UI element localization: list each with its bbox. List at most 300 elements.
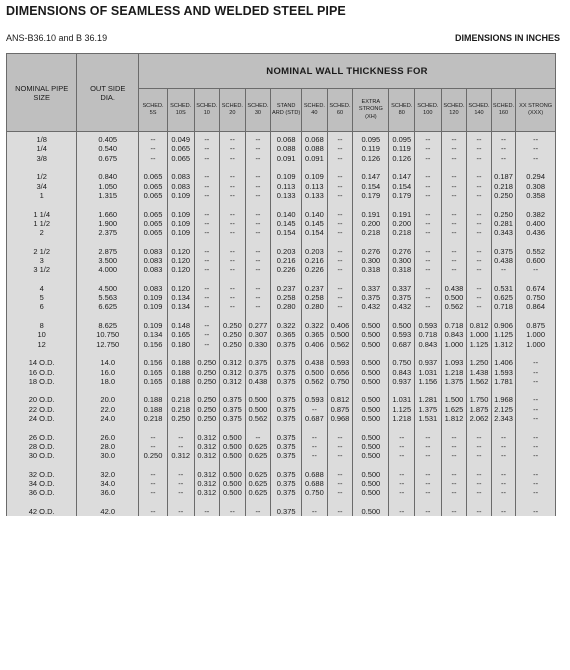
table-row [7, 144, 556, 153]
spacer-cell [441, 349, 467, 358]
wall-thickness-cell: 0.687 [302, 414, 328, 423]
wall-thickness-cell: 0.083 [167, 172, 194, 181]
wall-thickness-cell: 1.000 [516, 340, 556, 349]
wall-thickness-cell: 0.216 [302, 256, 328, 265]
wall-thickness-cell: -- [415, 209, 442, 218]
wall-thickness-cell: 0.250 [167, 414, 194, 423]
wall-thickness-cell: 1.000 [516, 330, 556, 339]
wall-thickness-cell: 0.438 [491, 256, 516, 265]
spacer-cell [302, 163, 328, 172]
wall-thickness-cell: 1.218 [441, 367, 467, 376]
wall-thickness-cell: 0.500 [245, 405, 271, 414]
wall-thickness-cell: 0.068 [302, 132, 328, 145]
spacer-cell [327, 386, 353, 395]
wall-thickness-cell: -- [467, 144, 492, 153]
wall-thickness-cell: -- [415, 470, 442, 479]
spacer-cell [353, 200, 389, 209]
wall-thickness-cell: -- [139, 144, 168, 153]
wall-thickness-cell: 0.187 [491, 172, 516, 181]
spacer-cell [516, 498, 556, 507]
wall-thickness-cell: 1.125 [389, 405, 415, 414]
pipe-size-cell: 22 O.D. [7, 405, 77, 414]
spacer-cell [516, 163, 556, 172]
wall-thickness-cell: 0.500 [353, 507, 389, 516]
spacer-cell [415, 423, 442, 432]
spacer-cell [167, 386, 194, 395]
spacer-cell [441, 498, 467, 507]
wall-thickness-cell: -- [516, 395, 556, 404]
wall-thickness-cell: 0.500 [353, 442, 389, 451]
wall-thickness-cell: -- [441, 144, 467, 153]
wall-thickness-cell: 0.500 [353, 358, 389, 367]
wall-thickness-cell: 0.625 [491, 293, 516, 302]
wall-thickness-cell: 0.500 [220, 470, 246, 479]
table-row [7, 172, 556, 181]
wall-thickness-cell: -- [415, 442, 442, 451]
wall-thickness-cell: 0.250 [220, 321, 246, 330]
wall-thickness-cell: 0.188 [167, 367, 194, 376]
wall-thickness-cell: 0.375 [245, 358, 271, 367]
table-row [7, 293, 556, 302]
wall-thickness-cell: -- [167, 507, 194, 516]
wall-thickness-cell: -- [139, 470, 168, 479]
spacer-cell [353, 274, 389, 283]
wall-thickness-cell: 0.065 [139, 209, 168, 218]
wall-thickness-cell: -- [139, 507, 168, 516]
wall-thickness-cell: -- [516, 265, 556, 274]
wall-thickness-cell: -- [491, 132, 516, 145]
group-spacer [7, 312, 556, 321]
wall-thickness-cell: 0.165 [139, 367, 168, 376]
wall-thickness-cell: 0.280 [271, 302, 302, 311]
table-row [7, 256, 556, 265]
outside-diameter-cell: 28.0 [77, 442, 139, 451]
wall-thickness-cell: 0.843 [389, 367, 415, 376]
wall-thickness-cell: 0.065 [139, 181, 168, 190]
spacer-cell [491, 237, 516, 246]
wall-thickness-cell: 0.065 [139, 228, 168, 237]
wall-thickness-cell: -- [415, 181, 442, 190]
wall-thickness-cell: 0.562 [327, 340, 353, 349]
spacer-cell [194, 498, 220, 507]
spacer-cell [491, 163, 516, 172]
wall-thickness-cell: 0.154 [353, 181, 389, 190]
spacer-cell [353, 460, 389, 469]
spacer-cell [220, 460, 246, 469]
wall-thickness-cell: 0.718 [415, 330, 442, 339]
table-row [7, 377, 556, 386]
spacer-cell [139, 200, 168, 209]
table-row [7, 433, 556, 442]
wall-thickness-cell: -- [491, 154, 516, 163]
wall-thickness-cell: 0.500 [353, 451, 389, 460]
spacer-cell [302, 200, 328, 209]
spacer-cell [516, 274, 556, 283]
wall-thickness-cell: -- [302, 442, 328, 451]
wall-thickness-cell: 0.133 [271, 191, 302, 200]
schedule-header: SCHED. 100 [415, 89, 442, 132]
wall-thickness-cell: -- [245, 172, 271, 181]
outside-diameter-cell: 0.405 [77, 132, 139, 145]
wall-thickness-cell: -- [441, 228, 467, 237]
spacer-cell [139, 498, 168, 507]
outside-diameter-cell: 0.540 [77, 144, 139, 153]
wall-thickness-cell: 0.250 [491, 209, 516, 218]
pipe-size-cell: 3 [7, 256, 77, 265]
wall-thickness-cell: 0.088 [302, 144, 328, 153]
spacer-cell [415, 349, 442, 358]
wall-thickness-cell: 0.375 [271, 479, 302, 488]
wall-thickness-cell: 0.250 [194, 377, 220, 386]
wall-thickness-cell: -- [220, 293, 246, 302]
wall-thickness-cell: 1.375 [415, 405, 442, 414]
wall-thickness-cell: -- [327, 442, 353, 451]
wall-thickness-cell: -- [467, 219, 492, 228]
spacer-cell [271, 163, 302, 172]
spacer-cell [139, 312, 168, 321]
wall-thickness-cell: 0.134 [167, 302, 194, 311]
wall-thickness-cell: -- [194, 209, 220, 218]
wall-thickness-cell: 0.140 [302, 209, 328, 218]
spacer-cell [389, 386, 415, 395]
wall-thickness-cell: -- [327, 507, 353, 516]
spacer-cell [77, 460, 139, 469]
wall-thickness-cell: -- [467, 172, 492, 181]
outside-diameter-cell: 1.900 [77, 219, 139, 228]
wall-thickness-cell: 0.500 [353, 395, 389, 404]
wall-thickness-cell: 0.500 [353, 470, 389, 479]
wall-thickness-cell: -- [441, 191, 467, 200]
pipe-size-cell: 20 O.D. [7, 395, 77, 404]
wall-thickness-cell: 0.358 [516, 191, 556, 200]
spacer-cell [167, 460, 194, 469]
wall-thickness-cell: -- [139, 442, 168, 451]
spacer-cell [77, 200, 139, 209]
wall-thickness-cell: 0.600 [516, 256, 556, 265]
wall-thickness-cell: 0.276 [353, 247, 389, 256]
wall-thickness-cell: -- [327, 256, 353, 265]
wall-thickness-cell: 0.218 [491, 181, 516, 190]
wall-thickness-cell: 0.500 [353, 377, 389, 386]
spacer-cell [194, 237, 220, 246]
wall-thickness-cell: -- [441, 451, 467, 460]
wall-thickness-cell: -- [194, 340, 220, 349]
spacer-cell [491, 498, 516, 507]
spacer-cell [302, 498, 328, 507]
spacer-cell [302, 460, 328, 469]
wall-thickness-cell: -- [194, 181, 220, 190]
wall-thickness-cell: 0.200 [389, 219, 415, 228]
spacer-cell [77, 237, 139, 246]
wall-thickness-cell: -- [516, 433, 556, 442]
outside-diameter-cell: 26.0 [77, 433, 139, 442]
wall-thickness-cell: -- [441, 181, 467, 190]
wall-thickness-cell: -- [327, 228, 353, 237]
spacer-cell [271, 423, 302, 432]
outside-diameter-cell: 10.750 [77, 330, 139, 339]
outside-diameter-cell: 42.0 [77, 507, 139, 516]
wall-thickness-cell: 0.937 [389, 377, 415, 386]
spacer-cell [245, 312, 271, 321]
spacer-cell [7, 237, 77, 246]
wall-thickness-cell: 0.218 [167, 395, 194, 404]
wall-thickness-cell: 0.156 [139, 358, 168, 367]
wall-thickness-cell: 0.203 [302, 247, 328, 256]
group-spacer [7, 386, 556, 395]
wall-thickness-cell: 0.500 [353, 414, 389, 423]
header-nominal-pipe-size: NOMINAL PIPE SIZE [7, 54, 77, 132]
wall-thickness-cell: 1.406 [491, 358, 516, 367]
wall-thickness-cell: 0.218 [139, 414, 168, 423]
wall-thickness-cell: -- [220, 154, 246, 163]
wall-thickness-cell: 0.140 [271, 209, 302, 218]
pipe-size-cell: 1/2 [7, 172, 77, 181]
table-body [7, 132, 556, 517]
wall-thickness-cell: 0.562 [245, 414, 271, 423]
spacer-cell [271, 460, 302, 469]
wall-thickness-cell: -- [245, 219, 271, 228]
wall-thickness-cell: -- [441, 209, 467, 218]
wall-thickness-cell: 0.120 [167, 265, 194, 274]
wall-thickness-cell: -- [220, 172, 246, 181]
wall-thickness-cell: -- [516, 451, 556, 460]
wall-thickness-cell: -- [467, 470, 492, 479]
wall-thickness-cell: 0.593 [415, 321, 442, 330]
spacer-cell [194, 312, 220, 321]
spacer-cell [245, 274, 271, 283]
spacer-cell [491, 274, 516, 283]
table-row [7, 395, 556, 404]
wall-thickness-cell: 0.250 [194, 367, 220, 376]
spacer-cell [467, 237, 492, 246]
spacer-cell [7, 274, 77, 283]
wall-thickness-cell: 0.968 [327, 414, 353, 423]
spacer-cell [139, 237, 168, 246]
table-row [7, 405, 556, 414]
spacer-cell [220, 274, 246, 283]
spacer-cell [353, 498, 389, 507]
pipe-size-cell: 42 O.D. [7, 507, 77, 516]
wall-thickness-cell: -- [327, 219, 353, 228]
wall-thickness-cell: 0.318 [389, 265, 415, 274]
wall-thickness-cell: 0.375 [353, 293, 389, 302]
wall-thickness-cell: -- [220, 265, 246, 274]
wall-thickness-cell: 1.031 [389, 395, 415, 404]
wall-thickness-cell: 0.312 [220, 358, 246, 367]
wall-thickness-cell: 0.095 [353, 132, 389, 145]
wall-thickness-cell: -- [441, 488, 467, 497]
spacer-cell [7, 423, 77, 432]
spacer-cell [302, 237, 328, 246]
wall-thickness-cell: 0.218 [167, 405, 194, 414]
wall-thickness-cell: 0.237 [271, 284, 302, 293]
wall-thickness-cell: -- [194, 507, 220, 516]
wall-thickness-cell: 0.312 [167, 451, 194, 460]
spacer-cell [516, 312, 556, 321]
wall-thickness-cell: -- [441, 265, 467, 274]
wall-thickness-cell: -- [516, 479, 556, 488]
wall-thickness-cell: -- [415, 293, 442, 302]
spacer-cell [139, 386, 168, 395]
spacer-cell [327, 237, 353, 246]
wall-thickness-cell: -- [327, 172, 353, 181]
table-row [7, 181, 556, 190]
wall-thickness-cell: -- [139, 479, 168, 488]
spacer-cell [441, 274, 467, 283]
spacer-cell [139, 460, 168, 469]
wall-thickness-cell: 0.406 [327, 321, 353, 330]
pipe-size-cell: 36 O.D. [7, 488, 77, 497]
wall-thickness-cell: 0.165 [167, 330, 194, 339]
wall-thickness-cell: -- [516, 488, 556, 497]
wall-thickness-cell: -- [302, 507, 328, 516]
wall-thickness-cell: -- [245, 144, 271, 153]
wall-thickness-cell: -- [467, 284, 492, 293]
wall-thickness-cell: 0.318 [353, 265, 389, 274]
wall-thickness-cell: -- [194, 132, 220, 145]
wall-thickness-cell: 0.500 [353, 405, 389, 414]
wall-thickness-cell: 0.375 [220, 414, 246, 423]
wall-thickness-cell: -- [491, 488, 516, 497]
wall-thickness-cell: -- [245, 154, 271, 163]
outside-diameter-cell: 5.563 [77, 293, 139, 302]
spacer-cell [467, 200, 492, 209]
spacer-cell [7, 498, 77, 507]
pipe-size-cell: 4 [7, 284, 77, 293]
spacer-cell [516, 423, 556, 432]
wall-thickness-cell: -- [194, 321, 220, 330]
wall-thickness-cell: -- [467, 265, 492, 274]
wall-thickness-cell: 0.375 [245, 367, 271, 376]
wall-thickness-cell: 0.148 [167, 321, 194, 330]
table-row [7, 265, 556, 274]
wall-thickness-cell: 0.875 [516, 321, 556, 330]
wall-thickness-cell: 0.188 [139, 405, 168, 414]
wall-thickness-cell: 0.250 [194, 405, 220, 414]
pipe-size-cell: 1/8 [7, 132, 77, 145]
wall-thickness-cell: 0.276 [389, 247, 415, 256]
pipe-size-cell: 8 [7, 321, 77, 330]
wall-thickness-cell: -- [467, 302, 492, 311]
wall-thickness-cell: 0.688 [302, 470, 328, 479]
wall-thickness-cell: -- [415, 479, 442, 488]
wall-thickness-cell: 0.375 [271, 488, 302, 497]
wall-thickness-cell: -- [441, 132, 467, 145]
wall-thickness-cell: -- [491, 479, 516, 488]
wall-thickness-cell: 0.312 [194, 442, 220, 451]
spacer-cell [167, 349, 194, 358]
spacer-cell [389, 312, 415, 321]
wall-thickness-cell: 0.625 [245, 479, 271, 488]
spacer-cell [271, 498, 302, 507]
wall-thickness-cell: -- [389, 470, 415, 479]
wall-thickness-cell: -- [415, 172, 442, 181]
wall-thickness-cell: -- [327, 488, 353, 497]
spacer-cell [77, 423, 139, 432]
spacer-cell [441, 312, 467, 321]
spacer-cell [77, 312, 139, 321]
wall-thickness-cell: 0.687 [389, 340, 415, 349]
spacer-cell [467, 386, 492, 395]
wall-thickness-cell: 0.562 [441, 302, 467, 311]
wall-thickness-cell: 0.500 [441, 293, 467, 302]
spacer-cell [271, 386, 302, 395]
wall-thickness-cell: -- [516, 414, 556, 423]
spacer-cell [516, 460, 556, 469]
spacer-cell [245, 460, 271, 469]
spacer-cell [271, 312, 302, 321]
wall-thickness-cell: -- [441, 247, 467, 256]
schedule-header: SCHED. 120 [441, 89, 467, 132]
wall-thickness-cell: 0.750 [389, 358, 415, 367]
wall-thickness-cell: 0.718 [441, 321, 467, 330]
spacer-cell [77, 274, 139, 283]
wall-thickness-cell: 0.500 [353, 479, 389, 488]
spacer-cell [167, 274, 194, 283]
wall-thickness-cell: 0.188 [139, 395, 168, 404]
wall-thickness-cell: -- [467, 507, 492, 516]
outside-diameter-cell: 16.0 [77, 367, 139, 376]
spacer-cell [491, 312, 516, 321]
table-row [7, 451, 556, 460]
spacer-cell [77, 498, 139, 507]
wall-thickness-cell: -- [327, 293, 353, 302]
wall-thickness-cell: 0.500 [389, 321, 415, 330]
outside-diameter-cell: 22.0 [77, 405, 139, 414]
wall-thickness-cell: -- [467, 181, 492, 190]
outside-diameter-cell: 14.0 [77, 358, 139, 367]
wall-thickness-cell: -- [194, 219, 220, 228]
spacer-cell [302, 349, 328, 358]
wall-thickness-cell: -- [327, 479, 353, 488]
wall-thickness-cell: 0.109 [167, 228, 194, 237]
wall-thickness-cell: 0.154 [389, 181, 415, 190]
wall-thickness-cell: -- [220, 181, 246, 190]
wall-thickness-cell: 0.375 [271, 507, 302, 516]
wall-thickness-cell: 0.120 [167, 247, 194, 256]
spacer-cell [302, 274, 328, 283]
spacer-cell [353, 349, 389, 358]
spacer-cell [271, 274, 302, 283]
wall-thickness-cell: 0.083 [139, 284, 168, 293]
wall-thickness-cell: -- [415, 507, 442, 516]
wall-thickness-cell: 0.718 [491, 302, 516, 311]
spacer-cell [353, 386, 389, 395]
wall-thickness-cell: 0.500 [302, 367, 328, 376]
wall-thickness-cell: 0.120 [167, 284, 194, 293]
spacer-cell [220, 200, 246, 209]
wall-thickness-cell: 0.593 [327, 358, 353, 367]
wall-thickness-cell: 0.088 [271, 144, 302, 153]
spacer-cell [441, 460, 467, 469]
spacer-cell [245, 498, 271, 507]
outside-diameter-cell: 32.0 [77, 470, 139, 479]
wall-thickness-cell: -- [516, 367, 556, 376]
wall-thickness-cell: -- [415, 228, 442, 237]
wall-thickness-cell: 0.375 [271, 470, 302, 479]
spacer-cell [167, 498, 194, 507]
wall-thickness-cell: -- [389, 442, 415, 451]
schedule-header: SCHED. 140 [467, 89, 492, 132]
wall-thickness-cell: -- [302, 405, 328, 414]
wall-thickness-cell: 0.165 [139, 377, 168, 386]
wall-thickness-cell: 0.218 [353, 228, 389, 237]
wall-thickness-cell: 1.438 [467, 367, 492, 376]
wall-thickness-cell: -- [327, 265, 353, 274]
spacer-cell [415, 498, 442, 507]
header-wall-thickness-group: NOMINAL WALL THICKNESS FOR [139, 54, 556, 89]
wall-thickness-cell: 0.406 [302, 340, 328, 349]
